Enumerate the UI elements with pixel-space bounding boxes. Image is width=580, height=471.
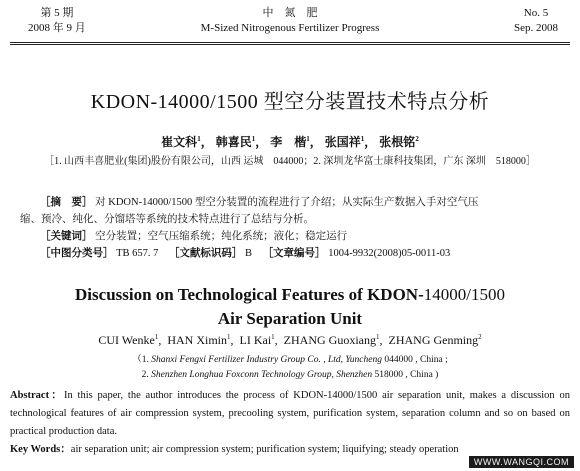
doc-code-value: B [245,248,253,259]
article-no-value: 1004-9932(2008)05-0011-03 [328,248,451,259]
keywords-en-text: air separation unit; air compression system; purification system; liquifying; steady operation [70,444,459,455]
authors-cn: 崔文科$^1$， 韩喜民$^1$， 李 楷$^1$， 张国祥$^1$， 张根铭$^2$ [161,135,419,149]
journal-en: M-Sized Nitrogenous Fertilizer Progress [200,22,380,34]
doc-code-label: ［文献标识码］ [168,248,243,259]
issue-cn: 第 5 期 [40,7,74,19]
affiliation-cn: ［1. 山西丰喜肥业(集团)股份有限公司，山西 运城 044000；2. 深圳龙华富士康科技集团，广东 深圳 518000］ [44,156,536,167]
keywords-en-label: Key Words [10,444,61,455]
keywords-cn [20,228,580,245]
abstract-en-label: Abstract [10,390,50,401]
article-no-label: ［文章编号］ [262,248,326,259]
title-en [0,283,580,331]
author-en: LI Kai [239,333,272,347]
title-en-part-a: Discussion on Technological Features of [75,285,368,304]
abstract-cn-line1: 对 KDON-14000/1500 型空分装置的流程进行了介绍；从实际生产数据入手对空气压 [95,197,479,208]
affiliation-en-1: （1. Shanxi Fengxi Fertilizer Industry Group Co. , Ltd, Yuncheng 044000 , China ; [132,355,448,365]
keywords-en: Key Words：air separation unit; air compression system; purification system; liquifying; steady operation [10,444,459,455]
keywords-cn-label: ［关键词］ [40,231,93,242]
keywords-cn-text: 空分装置；空气压缩系统；纯化系统；液化；稳定运行 [95,231,348,242]
title-en-part-b: KDON- [367,285,424,304]
issue-en: No. 5 [523,7,549,19]
author-en: ZHANG Guoxiang [283,333,376,347]
watermark: WWW.WANGQI.COM [469,456,574,468]
authors-en: CUI Wenke$^1$, HAN Ximin$^1$, LI Kai$^1$, ZHANG Guoxiang$^1$, ZHANG Genming$^2$ [98,333,482,347]
header-center [0,6,580,36]
title-en-part-c: 14000/1500 [423,285,505,304]
header-right [514,6,558,36]
running-header [0,6,580,40]
author-en: HAN Ximin [167,333,227,347]
classification-cn [20,245,580,262]
author-cn: 崔文科 [161,135,198,149]
abstract-cn-line2: 缩、预冷、纯化、分馏塔等系统的技术特点进行了总结与分析。 [20,214,314,225]
author-cn: 李 楷 [270,135,307,149]
header-rule [10,42,570,43]
date-cn: 2008 年 9 月 [28,22,86,34]
journal-cn: 中 氮 肥 [262,7,318,19]
author-cn: 韩喜民 [215,135,252,149]
clc-label: ［中图分类号］ [40,248,114,259]
author-cn: 张根铭 [379,135,416,149]
abstract-en-text: In this paper, the author introduces the process of KDON-14000/1500 air separation unit, makes a discussion on technological features of air compression system, precooling system, purification system, separation column and so on based on practical production data. [10,390,571,437]
author-en: CUI Wenke [98,333,155,347]
date-en: Sep. 2008 [514,22,558,34]
author-en: ZHANG Genming [388,333,479,347]
title-en-line2: Air Separation Unit [217,309,363,328]
clc-value: TB 657. 7 [116,248,159,259]
abstract-en: Abstract：In this paper, the author introduces the process of KDON-14000/1500 air separation unit, makes a discussion on technological features of air compression system, precooling system, purification system, separation column and so on based on practical production data. [10,390,571,437]
abstract-cn-label: ［摘 要］ [40,197,93,208]
affiliation-en-2: 2. Shenzhen Longhua Foxconn Technology Group, Shenzhen 518000 , China ) [141,370,439,380]
title-cn: KDON-14000/1500 型空分装置技术特点分析 [90,91,490,113]
header-rule-thin [10,44,570,45]
author-cn: 张国祥 [324,135,361,149]
abstract-cn [20,194,560,228]
